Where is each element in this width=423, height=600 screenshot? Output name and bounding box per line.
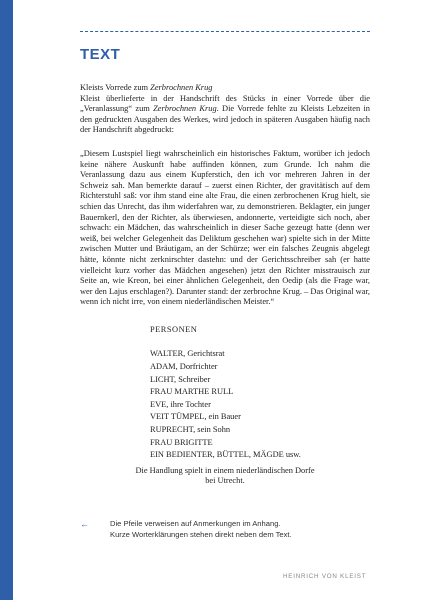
cast-member: WALTER, Gerichtsrat [150,349,225,359]
main-content [80,83,370,487]
cast-list-section [150,324,370,462]
setting-line-2: bei Utrecht. [205,476,245,486]
annotation-note [80,519,370,540]
footer-author: HEINRICH VON KLEIST [283,573,367,580]
intro-paragraph [80,94,370,136]
section-title: TEXT [80,46,121,63]
setting-note [80,466,370,487]
intro-text-italic: Zerbrochnen Krug [153,104,217,114]
cast-member: RUPRECHT, sein Sohn [150,425,231,435]
cast-list [150,348,370,461]
sidebar-color-bar [0,0,13,600]
cast-member: FRAU BRIGITTE [150,437,213,447]
intro-heading-text: Kleists Vorrede zum [80,83,151,92]
cast-member: LICHT, Schreiber [150,374,211,384]
note-line-2: Kurze Worterklärungen stehen direkt neben dem Text. [110,529,292,539]
cast-heading: PERSONEN [150,324,198,334]
setting-line-1: Die Handlung spielt in einem niederländischen Dorfe [135,465,315,475]
dashed-divider [80,31,370,32]
cast-member: FRAU MARTHE RULL [150,387,234,397]
cast-member: EVE, ihre Tochter [150,399,211,409]
cast-member: ADAM, Dorfrichter [150,362,218,372]
intro-heading-italic: Zerbrochnen Krug [150,83,213,92]
intro-text-part1: Kleist überlieferte in der Handschrift des Stücks in einer Vorrede über die „Veranlassung“ zum [80,93,370,114]
cast-member: VEIT TÜMPEL, ein Bauer [150,412,241,422]
cast-member: EIN BEDIENTER, BÜTTEL, MÄGDE usw. [150,450,301,460]
note-line-1: Die Pfeile verweisen auf Anmerkungen im Anhang. [110,519,281,528]
arrow-left-icon: ← [80,519,89,529]
intro-text-part2: . Die Vorrede fehlte zu Kleists Lebzeiten in den gedruckten Ausgaben des Werkes, wird jedoch in späteren Ausgaben häufig nach der Handschrift abgedruckt: [80,104,370,135]
preface-quote: „Diesem Lustspiel liegt wahrscheinlich ein historisches Faktum, worüber ich jedoch keine nähere Auskunft habe auffinden können, zum Grunde. Ich nahm die Veranlassung dazu aus einem Kupferstich, den ich vor mehreren Jahren in der Schweiz sah. Man bemerkte darauf – zuerst einen Richter, der gravitätisch auf dem Richterstuhl saß: vor ihm stand eine alte Frau, die einen zerbrochenen Krug hielt, sie schien das Unrecht, das ihm widerfahren war, zu demonstrieren. Beklagter, ein junger Bauernkerl, den der Richter, als überwiesen, andonnerte, verteidigte sich noch, aber schwach: ein Mädchen, das wahrscheinlich in dieser Sache gezeugt hatte (denn wer weiß, bei welcher Gelegenheit das Deliktum geschehen war) spielte sich in der Mitte zwischen Mutter und Bräutigam, an der Schürze; wer ein falsches Zeugnis abgelegt hätte, könnte nicht zerknirschter dastehn: und der Gerichtsschreiber sah (er hatte vielleicht kurz vorher das Mädchen angesehen) jetzt den Richter misstrauisch zur Seite an, wie Kreon, bei einer ähnlichen Gelegenheit, den Oedip (als die Frage war, wer den Lajus erschlagen?). Darunter stand: der zerbrochne Krug. – Das Original war, wenn ich nicht irre, von einem niederländischen Meister.“ [80,148,370,307]
intro-heading [80,83,370,94]
note-text [110,519,370,540]
